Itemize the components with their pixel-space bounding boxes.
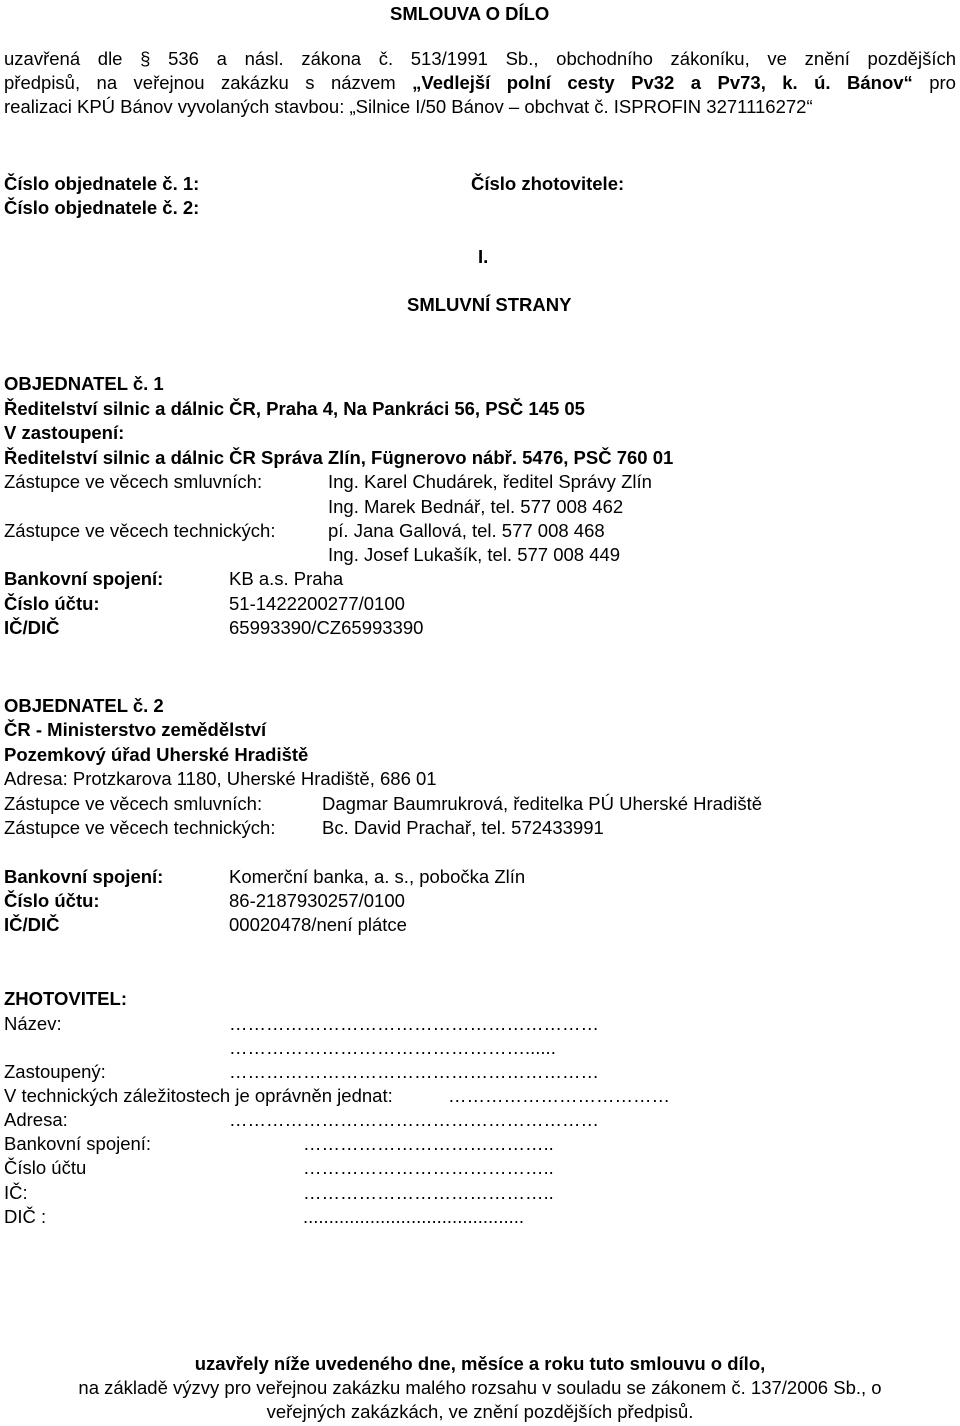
- objednatel2-ic-label: IČ/DIČ: [4, 914, 60, 935]
- objednatel2-heading: OBJEDNATEL č. 2: [4, 695, 164, 716]
- objednatel1-zastoupeni: V zastoupení:: [4, 422, 125, 443]
- section-number: I.: [478, 246, 489, 267]
- objednatel1-heading: OBJEDNATEL č. 1: [4, 373, 164, 394]
- document-title: SMLOUVA O DÍLO: [390, 3, 550, 24]
- zhotovitel-nazev-value-1: ……………………………………………………: [229, 1013, 599, 1034]
- zhotovitel-account-label: Číslo účtu: [4, 1157, 87, 1178]
- zhotovitel-ic-label: IČ:: [4, 1182, 28, 1203]
- objednatel2-address: Adresa: Protzkarova 1180, Uherské Hradiště, 686 01: [4, 768, 437, 789]
- project-name: „Vedlejší polní cesty Pv32 a Pv73, k. ú. Bánov“: [412, 72, 913, 93]
- closing-line-3: veřejných zakázkách, ve znění pozdějších předpisů.: [266, 1401, 694, 1422]
- objednatel1-name: Ředitelství silnic a dálnic ČR, Praha 4, Na Pankráci 56, PSČ 145 05: [4, 398, 585, 419]
- zhotovitel-heading: ZHOTOVITEL:: [4, 988, 127, 1009]
- objednatel1-smluvni-1: Ing. Karel Chudárek, ředitel Správy Zlín: [328, 471, 652, 492]
- objednatel1-ic-value: 65993390/CZ65993390: [229, 617, 424, 638]
- objednatel1-technicke-label: Zástupce ve věcech technických:: [4, 520, 276, 541]
- objednatel2-name-1: ČR - Ministerstvo zemědělství: [4, 719, 267, 740]
- zhotovitel-nazev-label: Název:: [4, 1013, 62, 1034]
- objednatel1-account-value: 51-1422200277/0100: [229, 593, 405, 614]
- intro-line-2-text: předpisů, na veřejnou zakázku s názvem: [4, 72, 413, 93]
- zhotovitel-dic-value: ...........................................: [303, 1206, 525, 1227]
- zhotovitel-bank-label: Bankovní spojení:: [4, 1133, 152, 1154]
- zhotovitel-adresa-label: Adresa:: [4, 1109, 68, 1130]
- objednatel2-smluvni-label: Zástupce ve věcech smluvních:: [4, 793, 263, 814]
- zhotovitel-zastoupeny-label: Zastoupený:: [4, 1061, 106, 1082]
- objednatel2-bank-value: Komerční banka, a. s., pobočka Zlín: [229, 866, 526, 887]
- objednatel2-technicke-value: Bc. David Prachař, tel. 572433991: [322, 817, 604, 838]
- intro-line-2: [4, 72, 956, 94]
- objednatel2-technicke-label: Zástupce ve věcech technických:: [4, 817, 276, 838]
- objednatel1-technicke-2: Ing. Josef Lukašík, tel. 577 008 449: [328, 544, 621, 565]
- objednatel1-bank-value: KB a.s. Praha: [229, 568, 344, 589]
- closing-line-1: uzavřely níže uvedeného dne, měsíce a roku tuto smlouvu o dílo,: [194, 1353, 766, 1374]
- objednatel1-ic-label: IČ/DIČ: [4, 617, 60, 638]
- objednatel1-sprava: Ředitelství silnic a dálnic ČR Správa Zlín, Fügnerovo nábř. 5476, PSČ 760 01: [4, 447, 674, 468]
- zhotovitel-dic-label: DIČ :: [4, 1206, 47, 1227]
- objednatel2-account-label: Číslo účtu:: [4, 890, 100, 911]
- objednatel1-bank-label: Bankovní spojení:: [4, 568, 164, 589]
- zhotovitel-technicke-value: ………………………………: [448, 1085, 670, 1106]
- zhotovitel-account-value: …………………………………..: [303, 1157, 554, 1178]
- objednatel2-smluvni-value: Dagmar Baumrukrová, ředitelka PÚ Uherské Hradiště: [322, 793, 763, 814]
- intro-line-2-end: pro: [912, 72, 956, 93]
- objednatel2-bank-label: Bankovní spojení:: [4, 866, 164, 887]
- objednatel1-number-label: Číslo objednatele č. 1:: [4, 173, 200, 194]
- objednatel1-smluvni-2: Ing. Marek Bednář, tel. 577 008 462: [328, 496, 624, 517]
- objednatel2-account-value: 86-2187930257/0100: [229, 890, 405, 911]
- zhotovitel-adresa-value: ……………………………………………………: [229, 1109, 599, 1130]
- objednatel2-ic-value: 00020478/není plátce: [229, 914, 407, 935]
- zhotovitel-bank-value: …………………………………..: [303, 1133, 554, 1154]
- objednatel1-smluvni-label: Zástupce ve věcech smluvních:: [4, 471, 263, 492]
- zhotovitel-zastoupeny-value: ……………………………………………………: [229, 1061, 599, 1082]
- objednatel1-technicke-1: pí. Jana Gallová, tel. 577 008 468: [328, 520, 605, 541]
- zhotovitel-technicke-label: V technických záležitostech je oprávněn jednat:: [4, 1085, 393, 1106]
- zhotovitel-nazev-value-2: …………………………………………......: [229, 1037, 556, 1058]
- zhotovitel-number-label: Číslo zhotovitele:: [471, 173, 625, 194]
- objednatel2-number-label: Číslo objednatele č. 2:: [4, 197, 200, 218]
- objednatel1-account-label: Číslo účtu:: [4, 593, 100, 614]
- intro-line-3: realizaci KPÚ Bánov vyvolaných stavbou: „Silnice I/50 Bánov – obchvat č. ISPROFIN 3271116272“: [4, 96, 813, 117]
- intro-line-1: uzavřená dle § 536 a násl. zákona č. 513/1991 Sb., obchodního zákoníku, ve znění pozdějších: [4, 48, 956, 69]
- objednatel2-name-2: Pozemkový úřad Uherské Hradiště: [4, 744, 309, 765]
- section-title: SMLUVNÍ STRANY: [407, 294, 572, 315]
- closing-line-2: na základě výzvy pro veřejnou zakázku malého rozsahu v souladu se zákonem č. 137/2006 Sb., o: [78, 1377, 882, 1398]
- zhotovitel-ic-value: …………………………………..: [303, 1182, 554, 1203]
